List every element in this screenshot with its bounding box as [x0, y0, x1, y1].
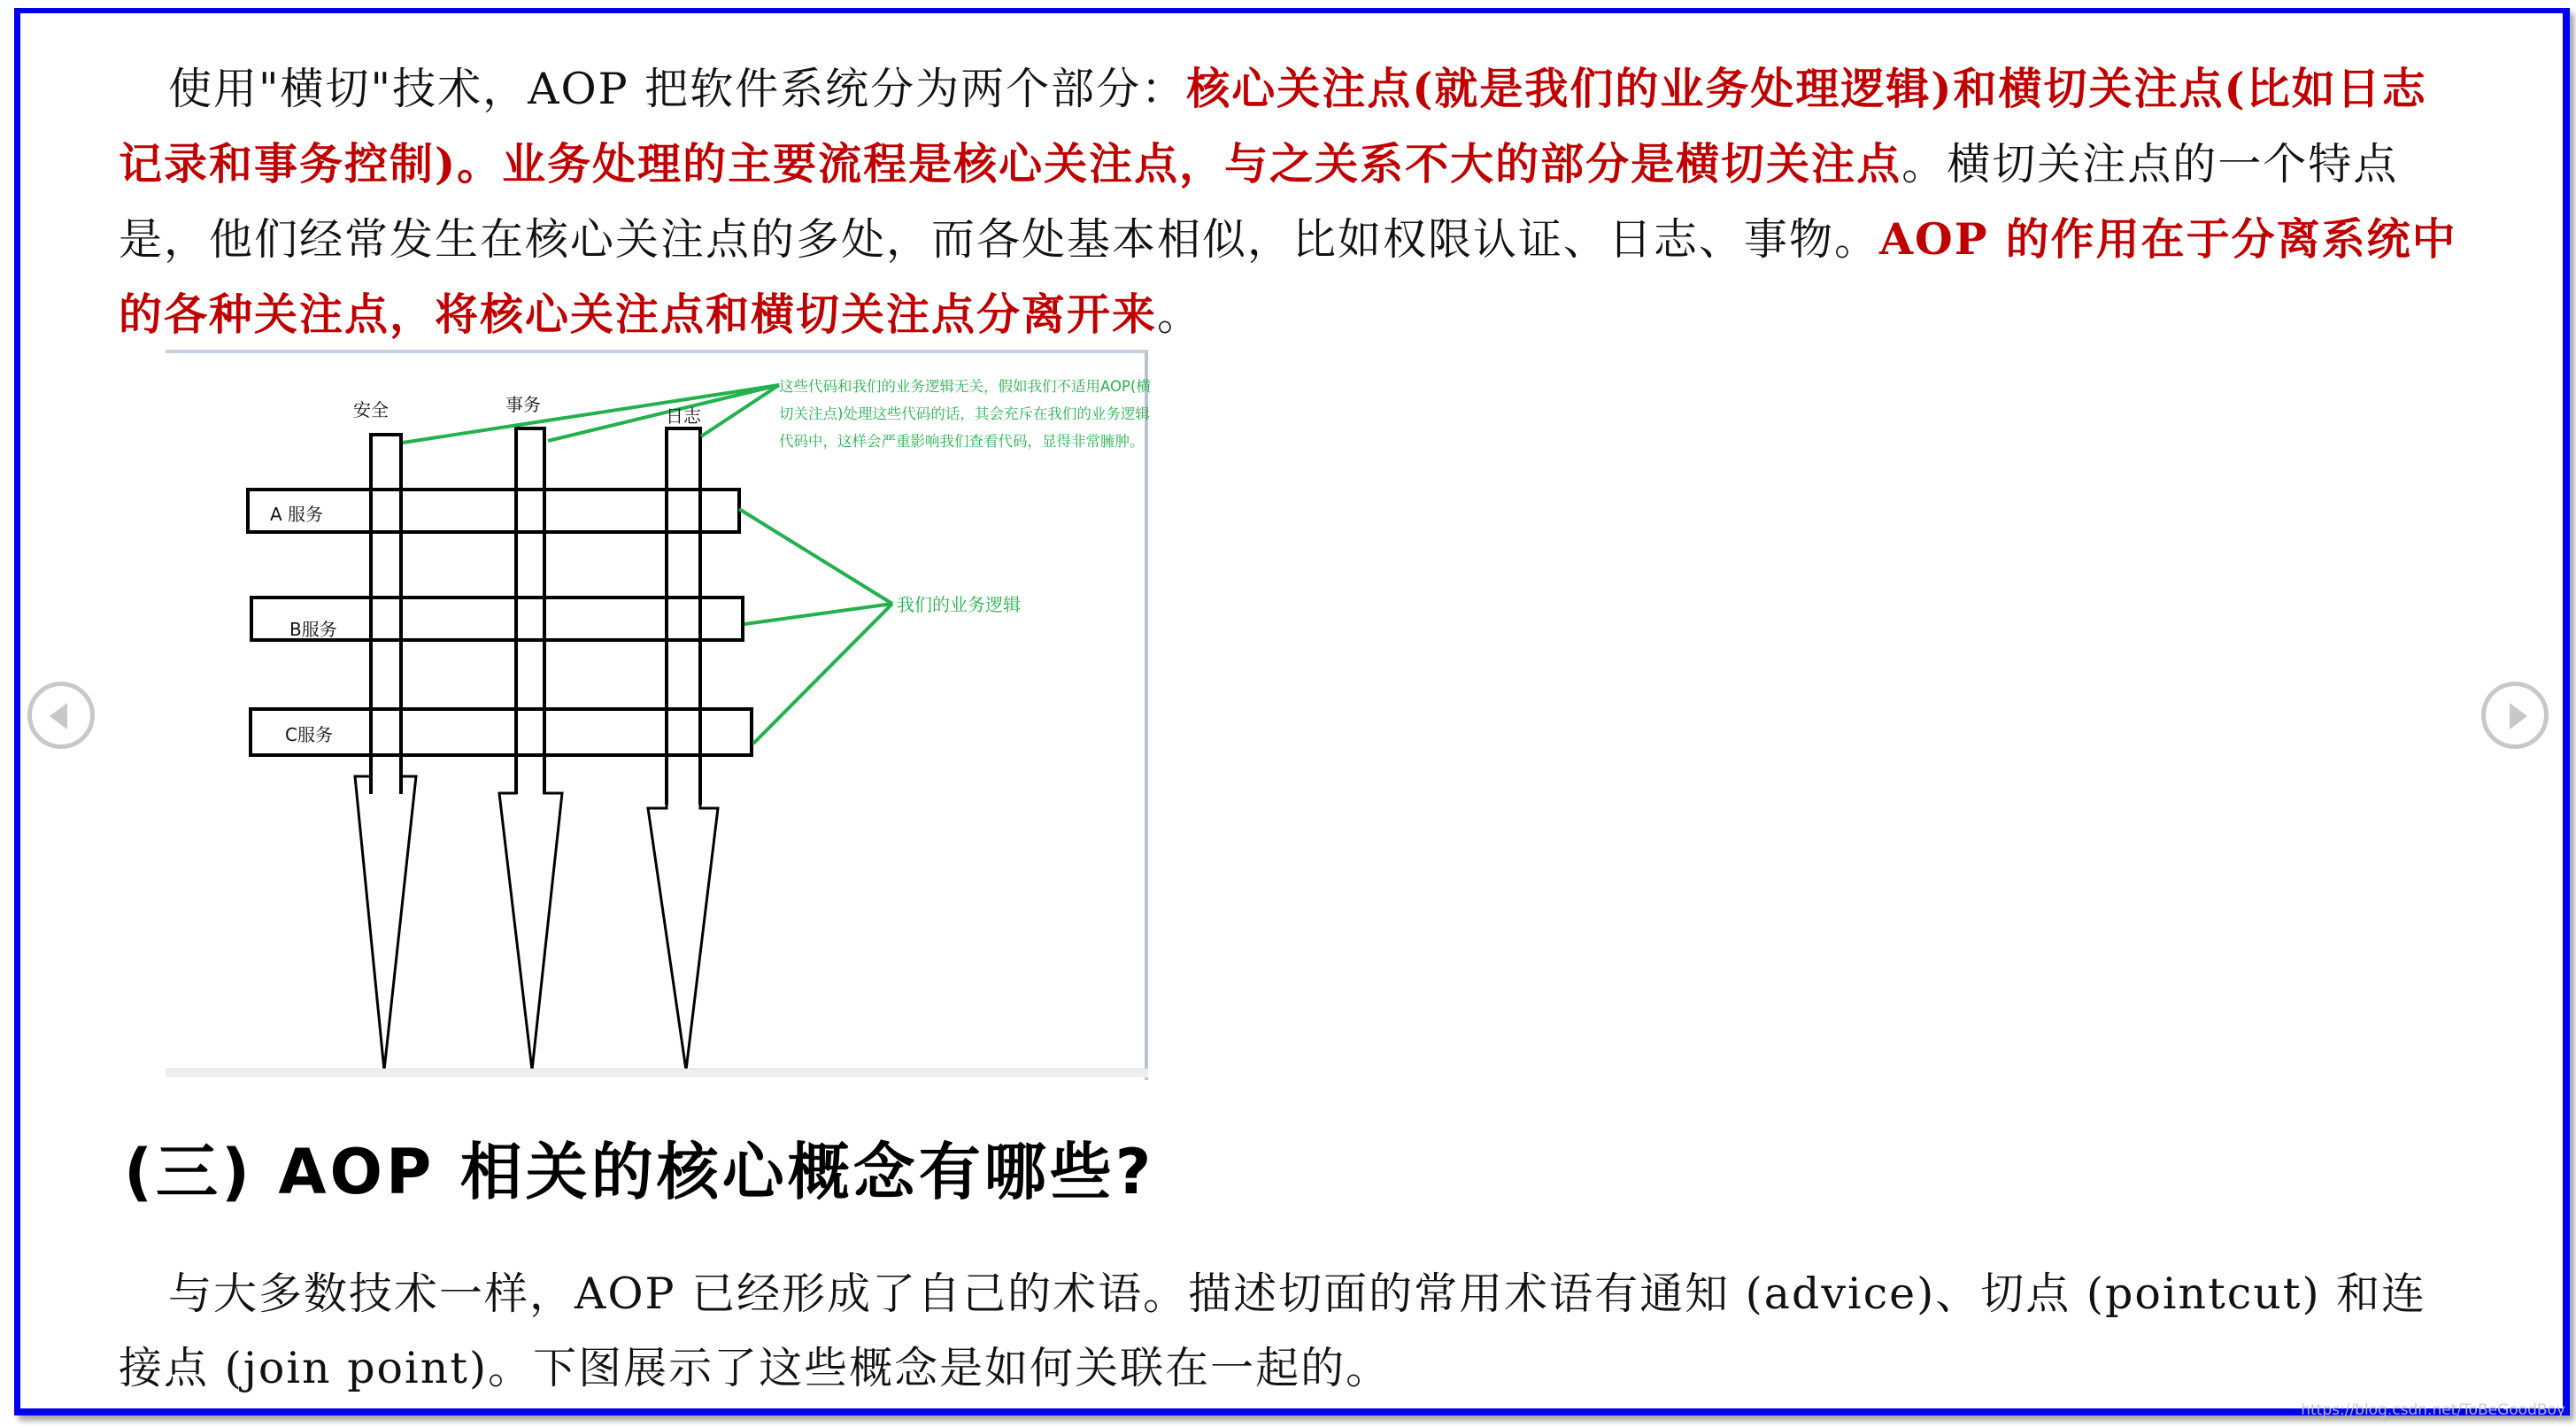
- diagram-drawing: [166, 353, 1145, 1080]
- next-button[interactable]: [2481, 682, 2549, 749]
- column-label-security: 安全: [353, 399, 389, 420]
- intro-text-3: 。: [1157, 289, 1203, 340]
- arrow-left-icon: [50, 703, 67, 729]
- crosscutting-annotation: 这些代码和我们的业务逻辑无关，假如我们不适用AOP(横切关注点)处理这些代码的话，其会充斥在我们的业务逻辑代码中，这样会严重影响我们查看代码，显得非常臃肿。: [779, 378, 1151, 450]
- terms-paragraph: [119, 1257, 2464, 1406]
- row-label-service-a: A 服务: [270, 504, 324, 525]
- row-label-service-c: C服务: [285, 724, 333, 745]
- column-label-logging: 日志: [666, 405, 701, 427]
- row-label-service-b: B服务: [289, 619, 337, 640]
- intro-text-1: 使用"横切"技术，AOP 把软件系统分为两个部分：: [168, 64, 1187, 114]
- terms-text: 与大多数技术一样，AOP 已经形成了自己的术语。描述切面的常用术语有通知 (advice)、切点 (pointcut) 和连接点 (join point)。下图展示了这些概念是如何关联在一起的。: [119, 1269, 2427, 1393]
- intro-paragraph: [119, 51, 2464, 352]
- section-heading: (三) AOP 相关的核心概念有哪些?: [124, 1136, 1155, 1208]
- column-label-transaction: 事务: [505, 394, 541, 415]
- diagram-bottom-strip: [166, 1068, 1148, 1077]
- aop-crosscutting-diagram: [166, 350, 1151, 1080]
- previous-button[interactable]: [27, 682, 95, 749]
- intro-text-2: 。横切关注点的一个特点是，他们经常发生在核心关注点的多处，而各处基本相似，比如权限认证、日志、事物。: [119, 139, 2399, 265]
- arrow-right-icon: [2510, 703, 2527, 729]
- intro-emphasis-2: AOP 的作用在于分离系统中的各种关注点，将核心关注点和横切关注点分离开来: [119, 213, 2457, 340]
- intro-emphasis-1: 核心关注点(就是我们的业务处理逻辑)和横切关注点(比如日志记录和事务控制)。业务处理的主要流程是核心关注点，与之关系不大的部分是横切关注点: [119, 63, 2427, 189]
- watermark: https://blog.csdn.net/ToBeGoodBoy: [2301, 1401, 2565, 1419]
- business-logic-annotation: 我们的业务逻辑: [897, 594, 1021, 615]
